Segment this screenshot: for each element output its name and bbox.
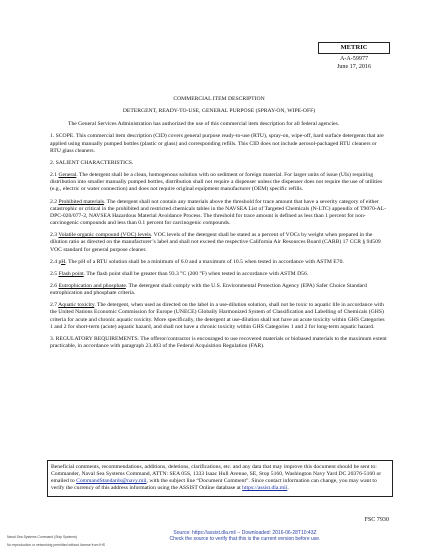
section-2-5 (50, 271, 388, 278)
footer-check-line: Check the source to verify that this is the current version before use. (169, 536, 321, 543)
section-heading: pH (58, 258, 66, 265)
section-heading: Volatile organic compound (VOC) levels (58, 232, 151, 239)
section-number: 2.4 (50, 258, 58, 265)
email-link[interactable]: CommandStandards@navy.mil (76, 478, 147, 485)
section-2-7 (50, 302, 388, 331)
salient-heading: 2. SALIENT CHARACTERISTICS. (50, 159, 134, 166)
section-number: 2.3 (50, 232, 58, 239)
footer-left (7, 533, 105, 549)
section-heading: General (58, 172, 77, 179)
section-number: 2.1 (50, 172, 58, 179)
scope-paragraph: 1. SCOPE. This commercial item description (CID) covers general purpose ready-to-use (RTU), spray-on, wipe-off, hard surface detergents that are applied using manually pumped bottles (plastic or glass) and corresponding refills. This CID does not include aerosol-packaged RTU cleaners or RTU glass cleaners. (50, 133, 384, 154)
section-text: . The flash point shall be greater than 93.3 °C (200 °F) when tested in accordance with ASTM D56. (83, 270, 309, 277)
section-text: . VOC levels of the detergent shall be stated as a percent of VOCs by weight when prepared in the dilution ratio as directed on the manufacturer’s label and shall not exceed the respective California Air Resources Board (CARB) 17 CCR § 94509 VOC standard for general purpose cleaner. (50, 232, 381, 253)
section-number: 2.5 (50, 270, 58, 277)
section-heading: Flash point (58, 270, 84, 277)
feedback-text: , with the subject line “Document Comment”. Since contact information can change, you may want to verify the currency of this address information using the ASSIST Online database at (51, 478, 377, 492)
fsc-code: FSC 7930 (364, 517, 389, 523)
section-text: . The detergent shall be a clean, homogenous solution with no sediment or foreign material. For larger units of issue (UIs) requiring distribution into smaller manually pumped bottles, distribution shall not require a dispenser unless the dispenser does not require the use of utilities (e.g., electric or water connection) and does not require original equipment manufacturer (OEM) specific refills. (50, 172, 383, 193)
metric-label: METRIC (318, 42, 390, 54)
feedback-text: Beneficial comments, recommendations, additions, deletions, clarifications, etc. and any data that may improve this document should be sent to: Commander, Naval Sea Systems Command, ATTN: SEA 05S, 1333 Isaac Hull Avenue, SE, Stop 5160, Washington Navy Yard DC 20376-5160 or emailed to (51, 464, 382, 485)
section-2-3 (50, 232, 388, 253)
footer-source-line: Source: https://assist.dla.mil -- Downloaded: 2016-06-28T10:43Z (173, 530, 317, 536)
feedback-text: . (287, 485, 289, 492)
section-text: . The pH of a RTU solution shall be a minimum of 6.0 and a maximum of 10.5 when tested in accordance with ASTM E70. (65, 258, 344, 265)
section-3-regulatory: 3. REGULATORY REQUIREMENTS. The offeror/contractor is encouraged to use recovered materials or biobased materials to the maximum extent practicable, in accordance with paragraph 23.403 of the Federal Acquisition Regulation (FAR). (50, 335, 387, 350)
document-body (50, 96, 388, 355)
footer-source (130, 530, 360, 543)
footer-org: Naval Sea Systems Command (Ship Systems) (7, 535, 78, 539)
section-number: 2.6 (50, 282, 58, 289)
section-text: . The detergent shall comply with the U.S. Environmental Protection Agency (EPA) Safer Choice Standard eutrophication and phosphate criteria. (50, 282, 367, 297)
section-text: . The detergent shall not contain any materials above the threshold for trace amount that have a severity category of either catastrophic or critical in the prohibited and restricted chemicals tables in the NAVSEA List of Targeted Chemicals (N-LTC) appendix of T9070-AL-DPC-020/077-2, NAVSEA Hazardous Material Avoidance Process. The threshold for trace amount is defined as less than 1 percent for non-carcinogenic compounds and less than 0.1 percent for carcinogenic compounds. (50, 198, 387, 227)
section-2-2 (50, 199, 388, 228)
document-title: COMMERCIAL ITEM DESCRIPTION (173, 96, 265, 102)
section-text: . The detergent, when used as directed on the label in a use-dilution solution, shall not be toxic to aquatic life in accordance with the United Nations Economic Commission for Europe (UNECE) Globally Harmonized System of Classification and Labelling of Chemicals (GHS) criteria for acute and chronic aquatic toxicity. More specifically, the detergent at use-dilution shall not have an acute toxicity within GHS Categories 1 and 2 for short-term (acute) aquatic hazard, and shall not have a chronic toxicity within GHS Categories 1 and 2 for long-term aquatic hazard. (50, 302, 385, 330)
feedback-box (47, 460, 393, 497)
section-heading: Aquatic toxicity (58, 302, 95, 309)
section-2-1 (50, 172, 388, 193)
document-subtitle: DETERGENT, READY-TO-USE, GENERAL PURPOSE (SPRAY-ON, WIPE-OFF) (122, 108, 316, 115)
section-number: 2.7 (50, 302, 58, 309)
document-header (318, 42, 390, 71)
intro-paragraph: The General Services Administration has authorized the use of this commercial item description for all federal agencies. (68, 121, 340, 128)
section-2-6 (50, 283, 388, 297)
section-number: 2.2 (50, 198, 58, 205)
section-2-4 (50, 259, 388, 266)
footer-license-note: No reproduction or networking permitted without license from IHS (7, 543, 105, 547)
assist-link[interactable]: https://assist.dla.mil (242, 485, 288, 492)
document-date: June 17, 2016 (336, 64, 372, 70)
section-heading: Eutrophication and phosphate (58, 282, 126, 289)
document-id: A-A-59977 (339, 56, 369, 62)
section-heading: Prohibited materials (58, 198, 105, 205)
